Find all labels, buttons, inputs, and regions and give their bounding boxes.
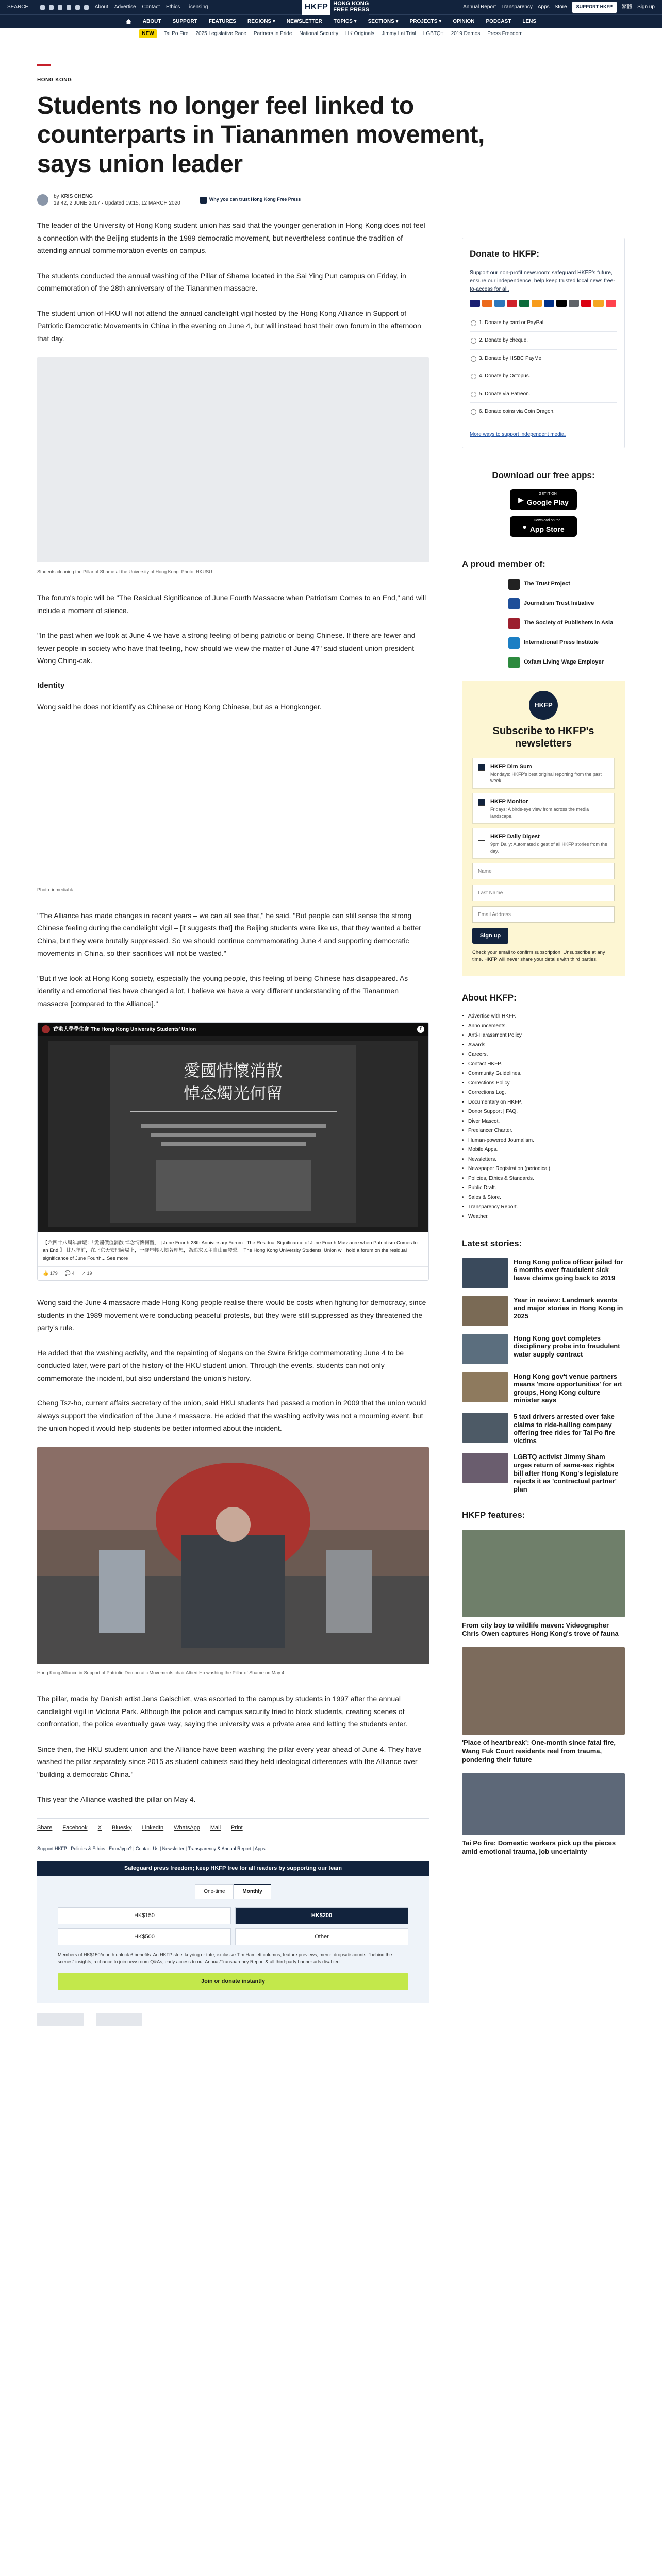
share-count[interactable]: ↗ 19 (81, 1270, 92, 1276)
paragraph: The students conducted the annual washing of the Pillar of Shame located in the Sai Ying Pun campus on Friday, in commemoration of the 28th anniversary of the Tiananmen massacre. (37, 271, 406, 293)
article-photo-inmedia (37, 725, 429, 884)
paragraph: Wong said the June 4 massacre made Hong Kong people realise there would be costs when fighting for democracy, since students in the 1989 movement were conducting peaceful protests, but they were still suppressed as they threatened the party's rule. (37, 1298, 426, 1332)
alliance-washing-photo (37, 1447, 429, 1664)
membership-sopa[interactable] (508, 618, 625, 629)
facebook-page-name[interactable]: 香港大學學生會 The Hong Kong University Students' Union (53, 1026, 196, 1032)
logo-line-2: FREE PRESS (333, 7, 369, 13)
first-name-input[interactable]: Name (472, 863, 615, 879)
nav-about[interactable]: ABOUT (142, 18, 161, 24)
trending-item[interactable]: 2019 Demos (451, 30, 481, 37)
story-thumbnail[interactable] (462, 1334, 508, 1364)
forum-poster-image[interactable] (38, 1036, 428, 1232)
trending-item[interactable]: Jimmy Lai Trial (382, 30, 416, 37)
paragraph: "But if we look at Hong Kong society, especially the young people, this feeling of being Chinese has disappeared. As identity and emotional ties have changed a lot, I believe we have a very different understanding of the Tiananmen massacre [compared to the Alliance]." (37, 974, 408, 1008)
support-widget-header: Safeguard press freedom; keep HKFP free for all readers by supporting our team (37, 1861, 429, 1876)
about-link[interactable]: • Careers. (462, 1050, 625, 1060)
feature-item[interactable] (462, 1773, 625, 1856)
google-play-label: Google Play (526, 498, 569, 506)
feature-title[interactable]: Tai Po fire: Domestic workers pick up the pieces amid emotional trauma, job uncertainty (462, 1839, 616, 1856)
social-icons (40, 5, 89, 10)
paragraph: This year the Alliance washed the pillar on May 4. (37, 1795, 196, 1804)
trending-item[interactable]: Press Freedom (487, 30, 523, 37)
youtube-icon[interactable] (75, 5, 80, 10)
section-accent-bar (37, 64, 51, 66)
latest-title: Latest stories: (462, 1239, 522, 1249)
membership-jti[interactable] (508, 598, 625, 609)
frequency-one-time[interactable]: One-time (195, 1884, 234, 1900)
donate-intro[interactable]: Support our non-profit newsroom: safeguard HKFP's future, ensure our independence, help keep trusted local news free-to-access for all. (470, 269, 615, 293)
applepay-icon (556, 300, 567, 307)
newsletter-desc: Mondays: HKFP's best original reporting from the past week. (490, 771, 602, 784)
jcb-icon (519, 300, 529, 307)
paragraph: "In the past when we look at June 4 we have a strong feeling of being patriotic or being Chinese. If there are fewer and fewer people in society who have that feeling, how should we view the matter of June 4?" said student union president Wong Ching-cak. (37, 631, 416, 665)
about-link[interactable]: • Community Guidelines. (462, 1069, 625, 1079)
paypal-icon (544, 300, 554, 307)
trending-item[interactable]: HK Originals (345, 30, 375, 37)
toplink-ethics[interactable]: Ethics (166, 4, 180, 10)
membership-label: Oxfam Living Wage Employer (524, 659, 604, 666)
membership-ipi[interactable] (508, 637, 625, 649)
nav-podcast[interactable]: PODCAST (486, 18, 511, 24)
jti-icon (508, 598, 520, 609)
membership-label: Journalism Trust Initiative (524, 600, 594, 607)
membership-label: The Society of Publishers in Asia (524, 620, 614, 626)
about-link[interactable]: • Announcements. (462, 1022, 625, 1031)
apps-title: Download our free apps: (492, 470, 595, 481)
x-icon[interactable] (49, 5, 54, 10)
about-link[interactable]: • Advertise with HKFP. (462, 1012, 625, 1022)
new-badge: NEW (139, 29, 156, 39)
nav-lens[interactable]: LENS (522, 18, 537, 24)
newsletter-logo: HKFP (529, 691, 558, 720)
reaction-count[interactable]: 👍 179 (43, 1270, 58, 1276)
facebook-reactions (38, 1266, 428, 1280)
trending-item[interactable]: Tai Po Fire (163, 30, 189, 37)
story-thumbnail[interactable] (462, 1413, 508, 1443)
unionpay-icon (507, 300, 517, 307)
feature-image[interactable] (462, 1773, 625, 1835)
sopa-icon (508, 618, 520, 629)
logo-mark: HKFP (302, 0, 331, 15)
about-link[interactable]: • Corrections Policy. (462, 1079, 625, 1089)
frequency-toggle (58, 1884, 408, 1900)
nav-newsletter[interactable]: NEWSLETTER (286, 18, 322, 24)
article-photo-pillar (37, 357, 429, 566)
apps-section (462, 469, 625, 537)
language-switch[interactable]: 繁體 (622, 4, 633, 10)
member-benefits: Members of HK$150/month unlock 6 benefits: An HKFP steel keyring or tote; exclusive Tim Hamlett columns; feature previews; merch drops/discounts; "behind the scenes" insights; a chance to join newsroom Q&As; early access to our Annual/Transparency Report & all third-party banner ads disabled. (58, 1952, 392, 1965)
story-title[interactable]: Hong Kong gov't venue partners means 'more opportunities' for art groups, Hong Kong culture minister says (514, 1372, 622, 1404)
support-widget (37, 1861, 429, 2003)
byline-meta: by KRIS CHENG 19:42, 2 JUNE 2017 · Updated 19:15, 12 MARCH 2020 (54, 194, 180, 207)
feature-item[interactable] (462, 1530, 625, 1638)
nav-regions[interactable]: REGIONS ▾ (247, 18, 275, 24)
about-link[interactable]: • Anti-Harassment Policy. (462, 1031, 625, 1041)
facebook-embed[interactable] (37, 1022, 429, 1281)
story-title[interactable]: 5 taxi drivers arrested over fake claims to ride-hailing company offering free rides for Tai Po fire victims (514, 1413, 615, 1445)
about-link[interactable]: • Corrections Log. (462, 1088, 625, 1098)
about-link[interactable]: • Documentary on HKFP. (462, 1098, 625, 1108)
newsletter-name: HKFP Monitor (490, 798, 528, 805)
share-linkedin[interactable]: LinkedIn (142, 1824, 164, 1831)
page-wrapper (37, 64, 625, 2026)
top-left-links (7, 3, 208, 11)
trust-icon (200, 197, 207, 204)
trust-project-badge[interactable] (37, 2013, 84, 2026)
article-body (37, 219, 429, 2026)
top-right-links (463, 2, 655, 13)
last-name-input[interactable]: Last Name (472, 885, 615, 901)
about-link[interactable]: • Freelancer Charter. (462, 1126, 625, 1136)
paragraph: The leader of the University of Hong Kong student union has said that the younger generation in Hong Kong does not feel a connection with the Beijing students in the 1989 democratic movement, but nevertheless continue the tradition of attending annual commemoration events on campus. (37, 221, 425, 255)
share-bluesky[interactable]: Bluesky (112, 1824, 132, 1831)
amex-icon (494, 300, 505, 307)
membership-oxfam[interactable] (508, 657, 625, 668)
share-facebook[interactable]: Facebook (62, 1824, 88, 1831)
logo-text (333, 1, 369, 13)
story-item[interactable] (462, 1334, 625, 1364)
donate-title: Donate to HKFP: (470, 249, 540, 259)
paragraph: Wong said he does not identify as Chinese or Hong Kong Chinese, but as a Hongkonger. (37, 702, 322, 711)
oxfam-icon (508, 657, 520, 668)
trending-item[interactable]: Partners in Pride (253, 30, 292, 37)
newsletter-desc: 9pm Daily: Automated digest of all HKFP stories from the day. (490, 842, 607, 854)
paragraph: He added that the washing activity, and the repainting of slogans on the Swire Bridge commemorating June 4 to be conducted later, were part of the history of the HKU student union. Through the events, students can not only commemorate the incident, but also understand the union's history. (37, 1348, 404, 1382)
likes-count: 179 (49, 1270, 58, 1276)
paragraph: The pillar, made by Danish artist Jens Galschiøt, was escorted to the campus by students in 1997 after the annual candlelight vigil in Victoria Park. Although the police and campus security tried to block students, creating scenes of confrontation, the police eventually gave way, saying the university was a private area and letting the students enter. (37, 1694, 408, 1728)
octopus-icon (593, 300, 604, 307)
author-name[interactable]: KRIS CHENG (60, 194, 93, 200)
googlepay-icon (569, 300, 579, 307)
trending-bar (0, 28, 662, 40)
story-thumbnail[interactable] (462, 1372, 508, 1402)
subheading: Identity (37, 681, 65, 690)
updated-date: Updated 19:15, 12 MARCH 2020 (104, 200, 180, 207)
photo-caption: Hong Kong Alliance in Support of Patriotic Democratic Movements chair Albert Ho washing the Pillar of Shame on May 4. (37, 1670, 286, 1676)
poster-title-line-2: 悼念燭光何留 (183, 1083, 283, 1104)
donate-option[interactable]: 1. Donate by card or PayPal. (470, 314, 617, 332)
newsletter-name: HKFP Dim Sum (490, 763, 532, 770)
newsletter-option-digest[interactable] (472, 828, 615, 859)
main-navigation (0, 14, 662, 28)
about-link[interactable]: • Sales & Store. (462, 1193, 625, 1203)
comments-count: 4 (72, 1270, 75, 1276)
google-play-small: GET IT ON (539, 492, 557, 496)
section-label[interactable]: HONG KONG (37, 77, 72, 83)
feature-title[interactable]: From city boy to wildlife maven: Videographer Chris Owen captures Hong Kong's trove of fauna (462, 1621, 619, 1637)
membership-trust-project[interactable] (508, 579, 625, 590)
page-avatar (42, 1025, 50, 1033)
share-whatsapp[interactable]: WhatsApp (174, 1824, 200, 1831)
photo-caption: Photo: inmediahk. (37, 887, 75, 892)
publish-date: 19:42, 2 JUNE 2017 (54, 200, 101, 207)
newsletter-desc: Fridays: A birds-eye view from across the media landscape. (490, 806, 589, 819)
membership-label: International Press Institute (524, 639, 599, 646)
about-title: About HKFP: (462, 992, 517, 1003)
photo-caption: Students cleaning the Pillar of Shame at the University of Hong Kong. Photo: HKUSU. (37, 569, 214, 575)
top-utility-bar (0, 0, 662, 14)
latest-stories (462, 1237, 625, 1493)
home-icon[interactable] (126, 19, 131, 24)
story-item[interactable] (462, 1372, 625, 1404)
apple-icon: ● (522, 522, 527, 531)
site-logo[interactable] (302, 0, 369, 15)
payment-icons (470, 300, 617, 307)
trending-item[interactable]: LGBTQ+ (423, 30, 444, 37)
more-ways-link[interactable]: More ways to support independent media. (470, 431, 566, 437)
support-hkfp-button[interactable]: SUPPORT HKFP (572, 2, 617, 13)
nav-topics[interactable]: TOPICS ▾ (333, 18, 357, 24)
story-title[interactable]: Hong Kong govt completes disciplinary probe into fraudulent water supply contract (514, 1334, 620, 1358)
toplink-licensing[interactable]: Licensing (186, 4, 208, 10)
poster-title-line-1: 愛國情懷消散 (183, 1061, 283, 1081)
paragraph: "The Alliance has made changes in recent years – we can all see that," he said. "But people can still sense the strong Chinese feeling during the candlelight vigil – [it suggests that] the Beijing students were like us, that they wanted a better China, but they were brutally suppressed. So we should continue commemorating June 4 and supporting democratic movements in China, so their sacrifices will not be wasted." (37, 911, 421, 958)
story-title[interactable]: Year in review: Landmark events and major stories in Hong Kong in 2025 (514, 1296, 623, 1320)
facebook-icon[interactable] (40, 5, 45, 10)
facebook-icon[interactable]: f (417, 1026, 424, 1033)
share-bar (37, 1818, 429, 1838)
app-store-small: Download on the (533, 519, 561, 523)
about-link[interactable]: • Diver Mascot. (462, 1117, 625, 1127)
discover-icon (532, 300, 542, 307)
donate-option[interactable]: 4. Donate by Octopus. (470, 367, 617, 385)
feature-image[interactable] (462, 1530, 625, 1617)
story-thumbnail[interactable] (462, 1258, 508, 1288)
jti-badge[interactable] (96, 2013, 142, 2026)
features-title: HKFP features: (462, 1510, 525, 1520)
about-link[interactable]: • Weather. (462, 1212, 625, 1222)
payme-icon (581, 300, 591, 307)
nav-projects[interactable]: PROJECTS ▾ (409, 18, 442, 24)
byline (37, 193, 625, 207)
newsletter-note: Check your email to confirm subscription. Unsubscribe at any time. HKFP will never share your details with third parties. (472, 950, 605, 963)
share-button[interactable]: Share (37, 1824, 53, 1831)
donate-option[interactable]: 2. Donate by cheque. (470, 331, 617, 349)
nav-sections[interactable]: SECTIONS ▾ (368, 18, 399, 24)
donate-option[interactable]: 3. Donate by HSBC PayMe. (470, 349, 617, 367)
trust-label: Why you can trust Hong Kong Free Press (209, 197, 301, 202)
app-store-badge[interactable] (510, 516, 577, 537)
toplink-contact[interactable]: Contact (142, 4, 160, 10)
donate-option[interactable]: 6. Donate coins via Coin Dragon. (470, 402, 617, 420)
story-item[interactable] (462, 1258, 625, 1288)
toplink-transparency[interactable]: Transparency (501, 4, 533, 10)
newsletter-signup-button[interactable]: Sign up (472, 928, 508, 944)
trust-link[interactable] (200, 196, 301, 204)
article-photo-alliance (37, 1447, 429, 1667)
sidebar (462, 219, 625, 2026)
membership-label: The Trust Project (524, 581, 570, 587)
app-store-label: App Store (529, 524, 565, 533)
amount-option[interactable]: HK$150 (58, 1907, 231, 1924)
trending-item[interactable]: 2025 Legislative Race (195, 30, 246, 37)
newsletter-widget (462, 681, 625, 976)
toplink-advertise[interactable]: Advertise (114, 4, 136, 10)
story-thumbnail[interactable] (462, 1296, 508, 1326)
about-section (462, 991, 625, 1222)
amount-option-other[interactable]: Other (235, 1928, 408, 1945)
facebook-embed-header (38, 1023, 428, 1036)
inmedia-photo (37, 725, 429, 880)
about-link[interactable]: • Policies, Ethics & Standards. (462, 1174, 625, 1184)
paragraph: The forum's topic will be "The Residual Significance of June Fourth Massacre when Patriotism Comes to an End," and will include a moment of silence. (37, 594, 426, 615)
paragraph: The student union of HKU will not attend the annual candlelight vigil hosted by the Hong Kong Alliance in Support of Patriotic Democratic Movements in China in the evening on June 4, but will instead host their own forum in the afternoon that day. (37, 309, 421, 343)
feature-title[interactable]: 'Place of heartbreak': One-month since fatal fire, Wang Fuk Court residents reel from trauma, pondering their future (462, 1739, 616, 1764)
bottom-badges (37, 2013, 429, 2026)
nav-features[interactable]: FEATURES (208, 18, 236, 24)
paragraph: Cheng Tsz-ho, current affairs secretary of the union, said HKU students had passed a motion in 2009 that the union would always support the vindication of the June 4 massacre. He added that the washing activity was not a mourning event, but the union hoped it would help students be better informed about the incident. (37, 1399, 426, 1433)
ipi-icon (508, 637, 520, 649)
join-donate-button[interactable]: Join or donate instantly (58, 1973, 408, 1990)
share-mail[interactable]: Mail (210, 1824, 221, 1831)
about-link[interactable]: • Human-powered Journalism. (462, 1136, 625, 1146)
story-item[interactable] (462, 1413, 625, 1445)
donate-widget (462, 238, 625, 448)
nav-opinion[interactable]: OPINION (453, 18, 475, 24)
amount-options (58, 1907, 408, 1945)
logo-line-1: HONG KONG (333, 1, 369, 7)
feature-image[interactable] (462, 1647, 625, 1735)
toplink-store[interactable]: Store (554, 4, 567, 10)
memberships-section (462, 557, 625, 668)
article-footer-links[interactable]: Support HKFP | Policies & Ethics | Error/typo? | Contact Us | Newsletter | Transparency & Annual Report | Apps (37, 1845, 266, 1851)
toplink-apps[interactable]: Apps (537, 4, 550, 10)
instagram-icon[interactable] (58, 5, 62, 10)
about-links (462, 1012, 625, 1222)
about-link[interactable]: • Public Draft. (462, 1183, 625, 1193)
newsletter-title: Subscribe to HKFP's newsletters (492, 725, 594, 749)
about-link[interactable]: • Newsletters. (462, 1155, 625, 1165)
story-item[interactable] (462, 1296, 625, 1326)
trust-project-icon (508, 579, 520, 590)
frequency-monthly[interactable]: Monthly (234, 1884, 271, 1900)
patreon-icon (606, 300, 616, 307)
share-print[interactable]: Print (231, 1824, 243, 1831)
story-item[interactable] (462, 1453, 625, 1493)
amount-option[interactable]: HK$500 (58, 1928, 231, 1945)
story-thumbnail[interactable] (462, 1453, 508, 1483)
amount-option-selected[interactable]: HK$200 (235, 1907, 408, 1924)
author-avatar (37, 194, 48, 206)
content-columns (37, 219, 625, 2026)
about-link[interactable]: • Mobile Apps. (462, 1145, 625, 1155)
toplink-about[interactable]: About (94, 4, 108, 10)
donate-option[interactable]: 5. Donate via Patreon. (470, 385, 617, 403)
nav-support[interactable]: SUPPORT (172, 18, 197, 24)
toplink-annual-report[interactable]: Annual Report (463, 4, 496, 10)
about-link[interactable]: • Transparency Report. (462, 1202, 625, 1212)
memberships-title: A proud member of: (462, 559, 545, 569)
threads-icon[interactable] (67, 5, 71, 10)
story-title[interactable]: Hong Kong police officer jailed for 6 months over fraudulent sick leave claims going back to 2019 (514, 1258, 623, 1282)
about-link[interactable]: • Donor Support | FAQ. (462, 1107, 625, 1117)
about-link[interactable]: • Newspaper Registration (periodical). (462, 1164, 625, 1174)
linkedin-icon[interactable] (84, 5, 89, 10)
email-input[interactable]: Email Address (472, 906, 615, 923)
share-x[interactable]: X (97, 1824, 102, 1831)
newsletter-option-monitor[interactable] (472, 793, 615, 824)
trending-item[interactable]: National Security (299, 30, 338, 37)
paragraph: Since then, the HKU student union and the Alliance have been washing the pillar every year ahead of June 4. They have washed the pillar separately since 2015 as student cabinets said they held ideological differences with the Alliance over "building a democratic China." (37, 1744, 422, 1778)
comment-count[interactable]: 💬 4 (64, 1270, 75, 1276)
google-play-icon: ▶ (518, 495, 524, 504)
facebook-post-text: 【六四廿八周年論壇：「愛國價值消散 悼念情懷何留」 | June Fourth 28th Anniversary Forum : The Residual Significance of June Fourth Massacre when Patriotism Comes to an End 】 廿八年前，在北京天安門廣場上，一群年輕人懷著理想，為追求民主自由而發聲。 The Hong Kong University Students' Union will hold a forum on the residual significance of June Fourth... See more (43, 1240, 418, 1261)
features-section (462, 1509, 625, 1856)
about-link[interactable]: • Awards. (462, 1041, 625, 1050)
story-title[interactable]: LGBTQ activist Jimmy Sham urges return of same-sex rights bill after Hong Kong's legislature rejects it as 'contractual partner' plan (514, 1453, 619, 1493)
signup-link[interactable]: Sign up (637, 4, 655, 10)
mastercard-icon (482, 300, 492, 307)
google-play-badge[interactable] (510, 489, 577, 510)
newsletter-name: HKFP Daily Digest (490, 834, 540, 840)
feature-item[interactable] (462, 1647, 625, 1764)
newsletter-option-dimsum[interactable] (472, 758, 615, 789)
visa-icon (470, 300, 480, 307)
search-link[interactable]: SEARCH (7, 4, 29, 10)
article-title: Students no longer feel linked to counterparts in Tiananmen movement, says union leader (37, 92, 485, 178)
shares-count: 19 (87, 1270, 92, 1276)
about-link[interactable]: • Contact HKFP. (462, 1060, 625, 1070)
pillar-cleaning-photo (37, 357, 429, 562)
